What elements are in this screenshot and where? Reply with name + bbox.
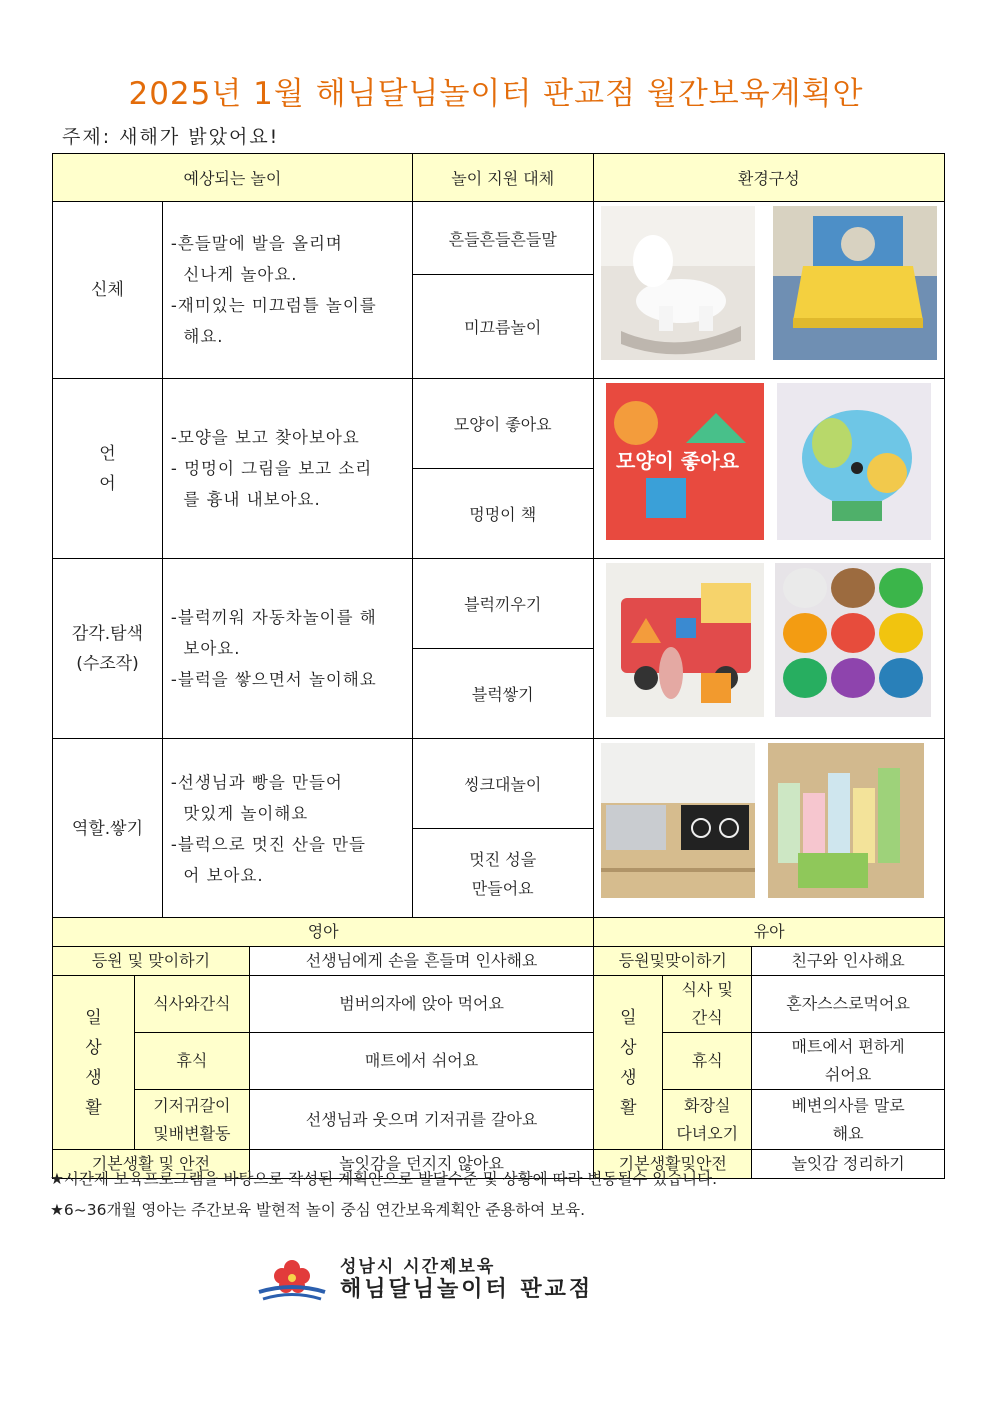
rocking-horse-photo	[601, 206, 755, 360]
activity-line: -흔들말에 발을 올리며	[170, 234, 343, 253]
meal-toddler: 혼자스스로먹어요	[752, 976, 945, 1033]
environment-photos	[593, 202, 944, 379]
activity-line: 어 보아요.	[170, 865, 264, 885]
activity-line: -선생님과 빵을 만들어	[170, 772, 343, 792]
support-cell: 모양이 좋아요	[412, 379, 593, 469]
rest-label-infant: 휴식	[134, 1033, 249, 1090]
activity-line: -블럭을 쌓으면서 놀이해요	[170, 670, 377, 689]
safety-infant: 놀잇감을 던지지 않아요	[249, 1150, 594, 1179]
note-line: ★시간제 보육프로그램을 바탕으로 작성된 계획안으로 발달수준 및 상황에 따라 변동될수 있습니다.	[50, 1170, 718, 1188]
label-line: 화장실	[684, 1095, 731, 1115]
category-role-building	[53, 739, 163, 919]
support-cell	[412, 829, 593, 919]
shape-book-photo	[606, 383, 764, 540]
label-line: 다녀오기	[676, 1123, 739, 1143]
meal-label-infant: 식사와간식	[134, 976, 249, 1033]
activity-line: 맛있게 놀이해요	[170, 803, 309, 823]
soft-blocks-photo	[768, 743, 924, 898]
activities-role-building	[162, 739, 412, 919]
notes	[50, 1164, 717, 1226]
text-line: 쉬어요	[824, 1065, 872, 1084]
city-emblem-icon	[255, 1252, 330, 1304]
header-play-support: 놀이 지원 대체	[412, 154, 593, 202]
daily-life-label-toddler	[594, 976, 663, 1150]
greeting-label: 등원 및 맞이하기	[53, 947, 250, 976]
svg-text:모양이 좋아요: 모양이 좋아요	[615, 449, 739, 473]
infant-header: 영아	[53, 918, 594, 947]
header-expected-play: 예상되는 놀이	[53, 154, 413, 202]
footer-logo	[255, 1252, 695, 1304]
daily-life-char: 활	[620, 1097, 637, 1118]
support-cell: 흔들흔들흔들말	[412, 202, 593, 275]
activities-sensory	[162, 559, 412, 739]
support-line: 멋진 성을	[469, 849, 537, 869]
dog-book-photo	[777, 383, 931, 540]
safety-label-infant: 기본생활 및 안전	[53, 1150, 250, 1179]
shape-sorter-truck-photo	[606, 563, 764, 717]
category-sensory	[53, 559, 163, 739]
slide-mat-photo	[773, 206, 937, 360]
header-environment: 환경구성	[593, 154, 944, 202]
footer-line2: 해님달님놀이터 판교점	[340, 1277, 594, 1302]
category-physical	[53, 202, 163, 379]
meal-label-toddler	[663, 976, 752, 1033]
category-line: 어	[99, 473, 116, 494]
activity-line: - 멍멍이 그림을 보고 소리	[170, 459, 373, 478]
label-line: 및배변활동	[153, 1123, 231, 1143]
daily-life-label-infant	[53, 976, 135, 1150]
daily-life-char: 활	[85, 1097, 102, 1118]
toy-kitchen-photo	[601, 743, 755, 898]
diaper-label-infant	[134, 1090, 249, 1150]
text-line: 매트에서 편하게	[791, 1037, 905, 1056]
daily-life-char: 생	[620, 1067, 637, 1088]
activity-line: -재미있는 미끄럼틀 놀이를	[170, 296, 377, 315]
activity-line: 해요.	[170, 327, 224, 346]
toddler-header: 유아	[594, 918, 945, 947]
support-cell: 블럭끼우기	[412, 559, 593, 649]
category-language	[53, 379, 163, 559]
meal-infant: 범버의자에 앉아 먹어요	[249, 976, 594, 1033]
rest-label-toddler: 휴식	[663, 1033, 752, 1090]
text-line: 해요	[832, 1123, 864, 1143]
daily-life-char: 상	[85, 1037, 102, 1058]
greeting-toddler: 친구와 인사해요	[752, 947, 945, 976]
rest-infant: 매트에서 쉬어요	[249, 1033, 594, 1090]
activities-physical	[162, 202, 412, 379]
daily-life-char: 생	[85, 1067, 102, 1088]
activity-line: -모양을 보고 찾아보아요	[170, 428, 360, 447]
activity-line: 보아요.	[170, 639, 241, 658]
activity-line: 신나게 놀아요.	[170, 265, 298, 284]
daily-life-char: 일	[85, 1007, 102, 1028]
toilet-toddler	[752, 1090, 945, 1150]
safety-toddler: 놀잇감 정리하기	[752, 1150, 945, 1179]
support-cell: 씽크대놀이	[412, 739, 593, 829]
text-line: 베변의사를 말로	[791, 1095, 905, 1115]
rest-toddler	[752, 1033, 945, 1090]
support-line: 만들어요	[471, 878, 534, 898]
category-line: 언	[99, 443, 116, 464]
daily-life-char: 상	[620, 1037, 637, 1058]
label-line: 간식	[691, 1008, 723, 1027]
category-line: (수조작)	[76, 653, 139, 674]
label-line: 기저귀갈이	[153, 1095, 231, 1115]
label-line: 식사 및	[681, 980, 733, 999]
daily-routine-table	[52, 917, 945, 1179]
greeting-infant: 선생님에게 손을 흔들며 인사해요	[249, 947, 594, 976]
egg-shakers-photo	[775, 563, 931, 717]
activity-line: 를 흉내 내보아요.	[170, 490, 321, 509]
support-cell: 블럭쌓기	[412, 649, 593, 739]
support-cell: 미끄름놀이	[412, 275, 593, 379]
greeting-label-toddler: 등원및맞이하기	[594, 947, 752, 976]
activity-line: -블럭끼워 자동차놀이를 해	[170, 608, 377, 627]
category-line: 역할.쌓기	[71, 818, 143, 839]
environment-photos	[593, 379, 944, 559]
category-line: 감각.탐색	[71, 623, 143, 644]
safety-label-toddler: 기본생활및안전	[594, 1150, 752, 1179]
environment-photos	[593, 559, 944, 739]
footer-line1: 성남시 시간제보육	[340, 1257, 496, 1277]
activities-language	[162, 379, 412, 559]
support-cell: 멍멍이 책	[412, 469, 593, 559]
toilet-label-toddler	[663, 1090, 752, 1150]
diaper-infant: 선생님과 웃으며 기저귀를 갈아요	[249, 1090, 594, 1150]
plan-table	[52, 153, 945, 919]
theme-label: 주제: 새해가 밝았어요!	[62, 126, 280, 148]
activity-line: -블럭으로 멋진 산을 만들	[170, 834, 367, 854]
environment-photos	[593, 739, 944, 919]
note-line: ★6~36개월 영아는 주간보육 발현적 놀이 중심 연간보육계획안 준용하여 보육.	[50, 1201, 586, 1219]
page-title: 2025년 1월 해님달님놀이터 판교점 월간보육계획안	[128, 76, 864, 112]
category-line: 신체	[91, 280, 124, 300]
daily-life-char: 일	[620, 1007, 637, 1028]
